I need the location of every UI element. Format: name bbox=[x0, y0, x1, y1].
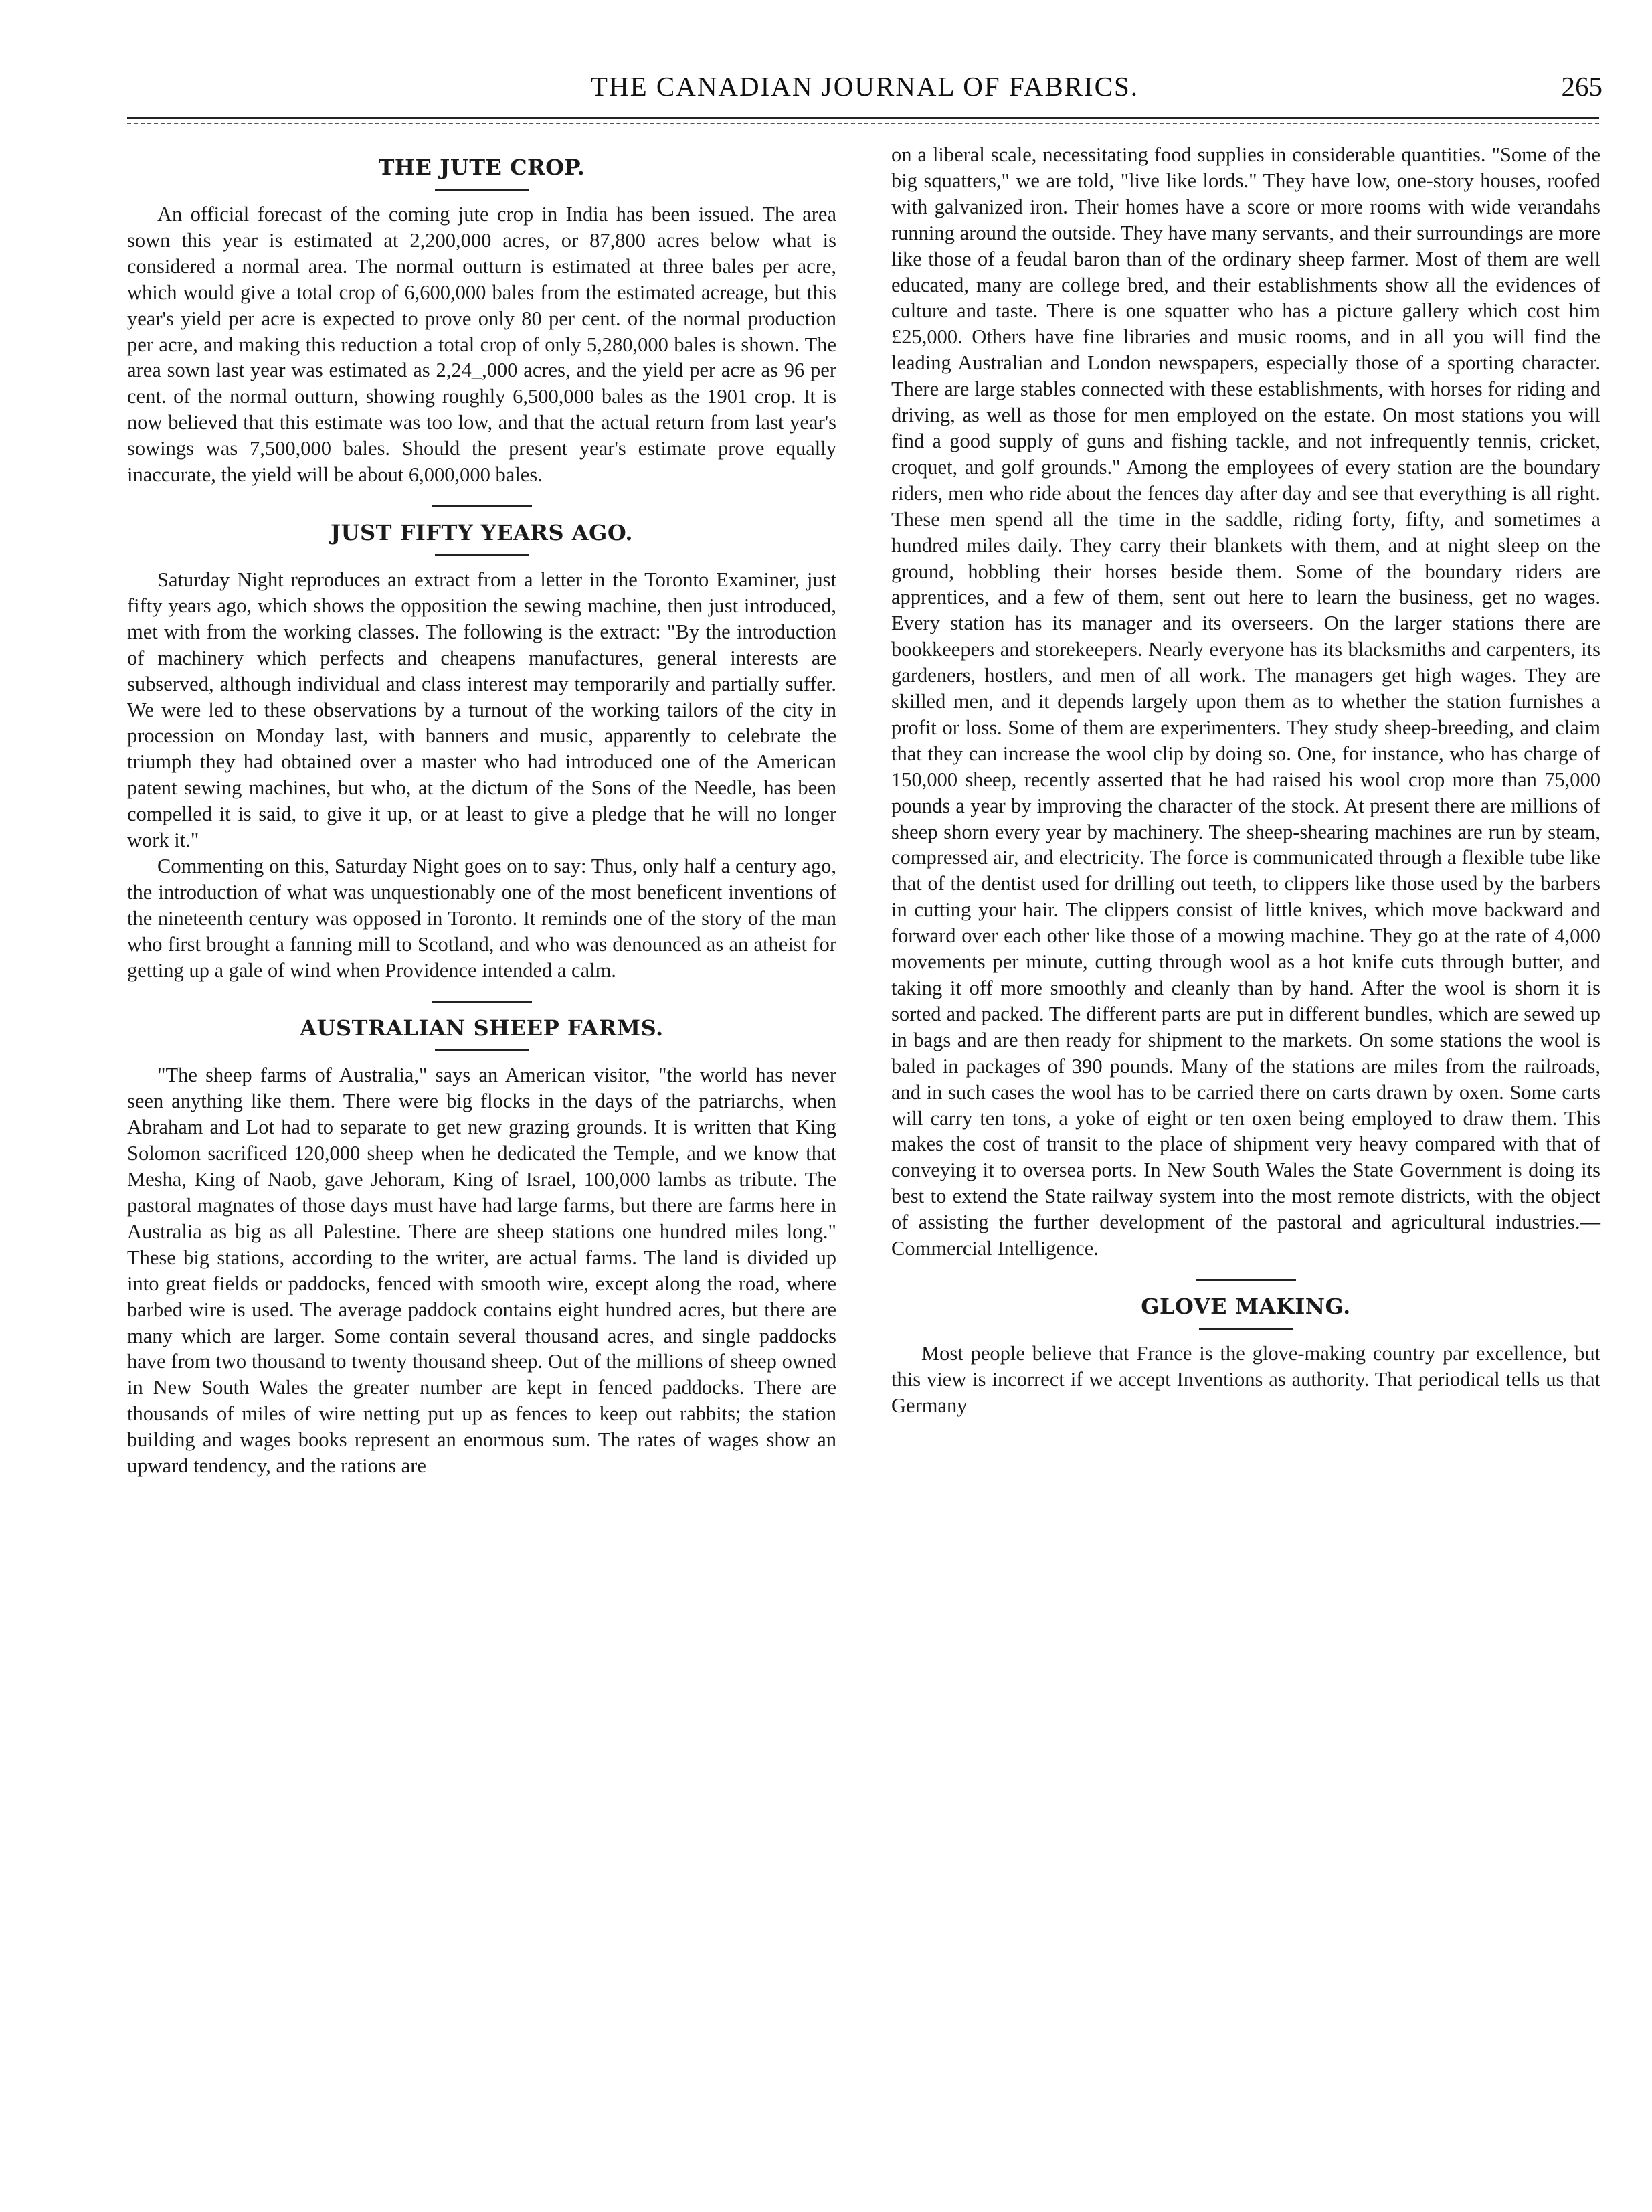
section-divider bbox=[432, 505, 532, 507]
header-rule-dashed bbox=[127, 123, 1599, 124]
article-just-fifty-years-ago bbox=[127, 519, 836, 984]
page-number: 265 bbox=[1561, 71, 1602, 102]
running-head bbox=[127, 64, 1602, 110]
left-column bbox=[127, 142, 836, 1479]
article-paragraph: Saturday Night reproduces an extract from a letter in the Toronto Examiner, just fifty years ago, which shows the opposition the sewing machine, then just introduced, met with from the working classes. The following is the extract: "By the introduction of machinery which perfects and cheapens manufactures, general interests are subserved, although individual and class interest may temporarily and partially suffer. We were led to these observations by a turnout of the working tailors of the city in procession on Monday last, with banners and music, apparently to celebrate the triumph they had obtained over a master who had introduced one of the American patent sewing machines, but who, at the dictum of the Sons of the Needle, has been compelled it is said, to give it up, or at least to give a pledge that he will no longer work it." bbox=[127, 568, 836, 852]
journal-title: THE CANADIAN JOURNAL OF FABRICS. bbox=[590, 71, 1139, 102]
article-paragraph: Commenting on this, Saturday Night goes on to say: Thus, only half a century ago, the introduction of what was unquestionably one of the most beneficent inventions of the nineteenth century was opposed in Toronto. It reminds one of the story of the man who first brought a fanning mill to Scotland, and who was denounced as an atheist for getting up a gale of wind when Providence intended a calm. bbox=[127, 854, 836, 982]
article-glove-making bbox=[891, 1293, 1600, 1419]
title-underline bbox=[435, 1049, 529, 1051]
article-paragraph-continued: on a liberal scale, necessitating food supplies in considerable quantities. "Some of the big squatters," we are told, "live like lords." They have low, one-story houses, roofed with galvanized iron. Their homes have a score or more rooms with wide verandahs running around the outside. They have many servants, and their surroundings are more like those of a feudal baron than of the ordinary sheep farmer. Most of them are well educated, many are college bred, and their establishments show all the evidences of culture and taste. There is one squatter who has a picture gallery which cost him £25,000. Others have fine libraries and music rooms, and in all you will find the leading Australian and London newspapers, especially those of a sporting character. There are large stables connected with these establishments, with horses for riding and driving, as well as those for men employed on the estate. On most stations you will find a good supply of guns and fishing tackle, and not infrequently tennis, cricket, croquet, and golf grounds." Among the employees of every station are the boundary riders, men who ride about the fences day after day and see that everything is all right. These men spend all the time in the saddle, riding forty, fifty, and sometimes a hundred miles daily. They carry their blankets with them, and at night sleep on the ground, hobbling their horses beside them. Some of the boundary riders are apprentices, and a few of them, sent out here to learn the business, get no wages. Every station has its manager and its overseers. On the larger stations there are bookkeepers and storekeepers. Nearly everyone has its blacksmiths and carpenters, its gardeners, hostlers, and men of all work. The managers get high wages. They are skilled men, and it depends largely upon them as to whether the station furnishes a profit or loss. Some of them are experimenters. They study sheep-breeding, and claim that they can increase the wool clip by doing so. One, for instance, who has charge of 150,000 sheep, recently asserted that he had raised his wool crop more than 75,000 pounds a year by improving the character of the stock. At present there are millions of sheep shorn every year by machinery. The sheep-shearing machines are run by steam, compressed air, and electricity. The force is communicated through a flexible tube like that of the dentist used for drilling out teeth, to clippers like those used by the barbers in cutting your hair. The clippers consist of little knives, which move backward and forward over each other like those of a mowing machine. They go at the rate of 4,000 movements per minute, cutting through wool as a hot knife cuts through butter, and taking it off more smoothly and cleanly than by hand. After the wool is shorn it is sorted and packed. The different parts are put in different bundles, which are sewed up in bags and are then ready for shipment to the markets. On some stations the wool is baled in packages of 390 pounds. Many of the stations are miles from the railroads, and in such cases the wool has to be carried there on carts drawn by oxen. Some carts will carry ten tons, a yoke of eight or ten oxen being employed to draw them. This makes the cost of transit to the place of shipment very heavy compared with that of conveying it to oversea ports. In New South Wales the State Government is doing its best to extend the State railway system into the most remote districts, with the object of assisting the further development of the pastoral and agricultural industries.—Commercial Intelligence. bbox=[891, 143, 1600, 1260]
article-title: GLOVE MAKING. bbox=[1141, 1293, 1351, 1319]
title-underline bbox=[435, 189, 529, 191]
article-paragraph: Most people believe that France is the glove-making country par excellence, but this view is incorrect if we accept Inventions as authority. That periodical tells us that Germany bbox=[891, 1341, 1600, 1417]
section-divider bbox=[1196, 1279, 1296, 1281]
right-column bbox=[891, 142, 1600, 1419]
title-underline bbox=[1199, 1328, 1293, 1330]
article-australian-sheep-farms bbox=[127, 1015, 836, 1479]
article-paragraph: "The sheep farms of Australia," says an American visitor, "the world has never seen anything like them. There were big flocks in the days of the patriarchs, when Abraham and Lot had to separate to get new grazing grounds. It is written that King Solomon sacrificed 120,000 sheep when he dedicated the Temple, and we know that Mesha, King of Naob, gave Jehoram, King of Israel, 100,000 lambs as tribute. The pastoral magnates of those days must have had large farms, but there are farms here in Australia as big as all Palestine. There are sheep stations one hundred miles long." These big stations, according to the writer, are actual farms. The land is divided up into great fields or paddocks, fenced with smooth wire, except along the road, where barbed wire is used. The average paddock contains eight hundred acres, but there are many which are larger. Some contain several thousand acres, and single paddocks have from two thousand to twenty thousand sheep. Out of the millions of sheep owned in New South Wales the greater number are kept in fenced paddocks. There are thousands of miles of wire netting put up as fences to keep out rabbits; the station building and wages books represent an enormous sum. The rates of wages show an upward tendency, and the rations are bbox=[127, 1064, 836, 1478]
article-jute-crop bbox=[127, 154, 836, 488]
header-rule bbox=[127, 117, 1599, 119]
article-title: JUST FIFTY YEARS AGO. bbox=[330, 519, 633, 545]
article-title: AUSTRALIAN SHEEP FARMS. bbox=[300, 1015, 664, 1041]
section-divider bbox=[432, 1001, 532, 1003]
article-paragraph: An official forecast of the coming jute crop in India has been issued. The area sown this year is estimated at 2,200,000 acres, or 87,800 acres below what is considered a normal area. The normal outturn is estimated at three bales per acre, which would give a total crop of 6,600,000 bales from the estimated acreage, but this year's yield per acre is expected to prove only 80 per cent. of the normal production per acre, and making this reduction a total crop of only 5,280,000 bales is shown. The area sown last year was estimated as 2,24_,000 acres, and the yield per acre as 96 per cent. of the normal outturn, showing roughly 6,500,000 bales as the 1901 crop. It is now believed that this estimate was too low, and that the actual return from last year's sowings was 7,500,000 bales. Should the present year's estimate prove equally inaccurate, the yield will be about 6,000,000 bales. bbox=[127, 203, 836, 487]
title-underline bbox=[435, 554, 529, 556]
article-title: THE JUTE CROP. bbox=[378, 155, 585, 180]
